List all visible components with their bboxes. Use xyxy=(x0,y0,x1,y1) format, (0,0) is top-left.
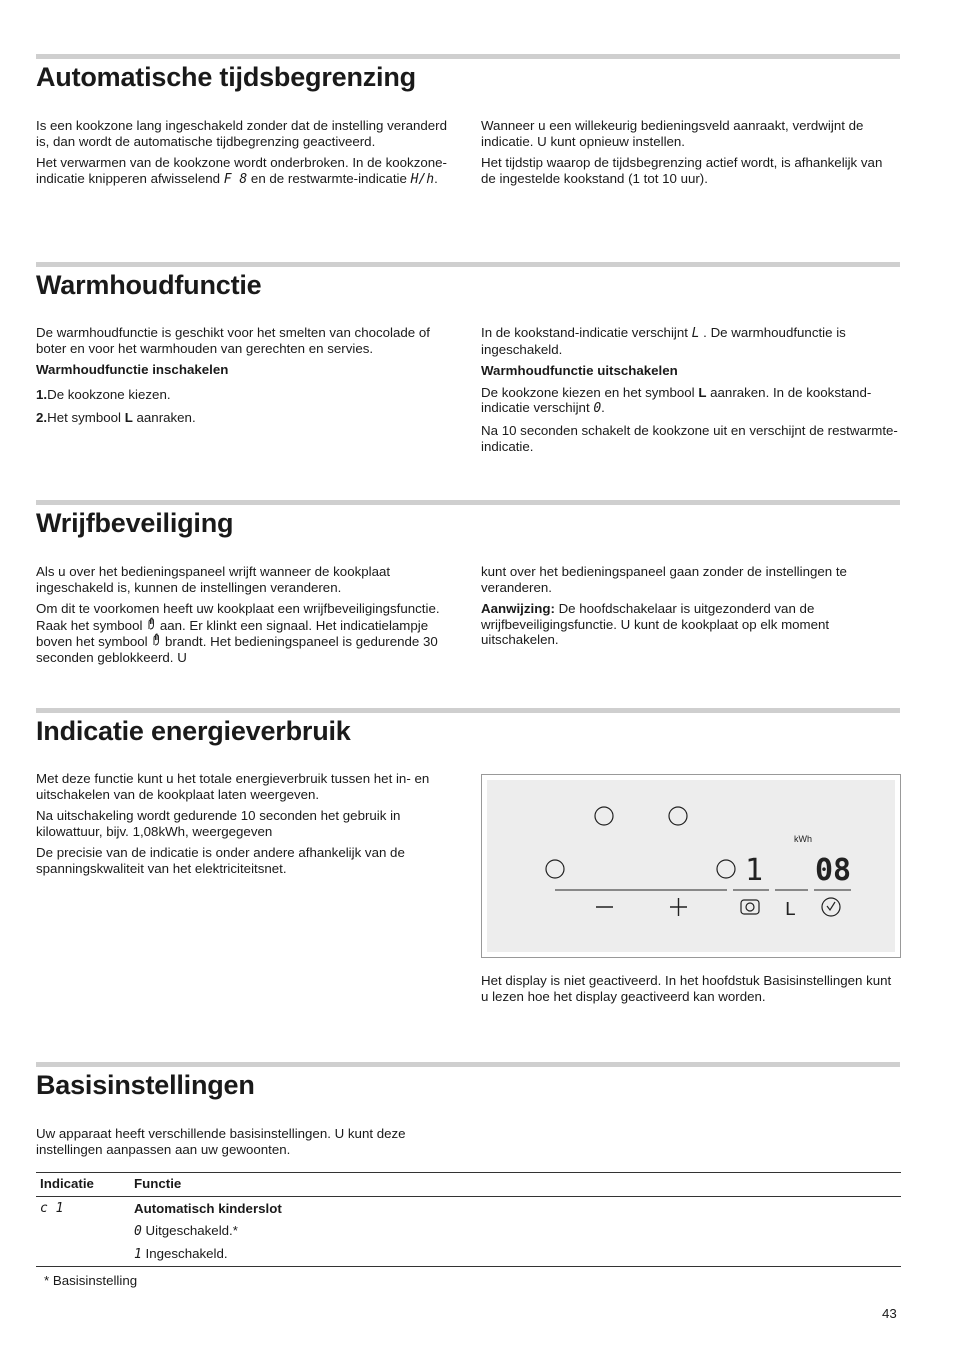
s3-right-column xyxy=(481,564,899,654)
paragraph: Wanneer u een willekeurig bedieningsveld aanraakt, verdwijnt de indicatie. U kunt opnieuw instellen. xyxy=(481,118,864,149)
control-panel-drawing xyxy=(487,780,895,952)
table-row xyxy=(36,1219,901,1242)
paragraph: Is een kookzone lang ingeschakeld zonder dat de instelling veranderd is, dan wordt de automatische tijdbegrenzing geactiveerd. xyxy=(36,118,448,149)
symbol-l: L xyxy=(698,384,707,400)
paragraph: De precisie van de indicatie is onder andere afhankelijk van de spanningskwaliteit van het elektriciteitsnet. xyxy=(36,845,405,876)
section-rule xyxy=(36,262,900,267)
timer-icon xyxy=(822,898,840,916)
section-rule xyxy=(36,54,900,59)
section-title-warmhoudfunctie: Warmhoudfunctie xyxy=(36,270,262,300)
kwh-unit: kWh xyxy=(794,834,812,844)
subheading: Warmhoudfunctie uitschakelen xyxy=(481,363,678,379)
indicator-light xyxy=(669,807,687,825)
table-row xyxy=(36,1242,901,1267)
column-header-indicatie: Indicatie xyxy=(36,1173,130,1197)
s2-right-column xyxy=(481,325,899,460)
paragraph: Het display is niet geactiveerd. In het hoofdstuk Basisinstellingen kunt u lezen hoe het display geactiveerd kan worden. xyxy=(481,973,892,1004)
paragraph: De kookzone kiezen en het symbool L aanraken. In de kookstand-indicatie verschijnt 0. xyxy=(481,384,872,417)
hand-wipe-icon xyxy=(151,634,161,649)
table-header-row xyxy=(36,1173,901,1197)
indicatie-code: c 1 xyxy=(40,1201,64,1216)
steps-list xyxy=(36,387,454,426)
page-number: 43 xyxy=(882,1306,897,1321)
paragraph: Na 10 seconden schakelt de kookzone uit en verschijnt de restwarmte-indicatie. xyxy=(481,422,898,454)
wipe-protection-icon xyxy=(741,900,759,914)
indicator-light xyxy=(717,860,735,878)
section-title-indicatie-energieverbruik: Indicatie energieverbruik xyxy=(36,716,351,746)
power-icon xyxy=(546,860,564,878)
section-rule xyxy=(36,500,900,505)
indicator-light xyxy=(595,807,613,825)
paragraph: Om dit te voorkomen heeft uw kookplaat een wrijfbeveiligingsfunctie. Raak het symbool aan. Er klinkt een signaal. Het indicatielampje boven het symbool brandt. Het bedieningspaneel is gedurende 30 seconden geblokkeerd. U xyxy=(36,601,440,665)
display-symbol: L xyxy=(691,326,700,341)
display-digit-right: 08 xyxy=(815,853,852,888)
paragraph: Aanwijzing: De hoofdschakelaar is uitgezonderd van de wrijfbeveiligingsfunctie. U kunt de kookplaat op elk moment uitschakelen. xyxy=(481,601,830,648)
option-on: 1 Ingeschakeld. xyxy=(130,1242,901,1267)
settings-table xyxy=(36,1172,901,1267)
display-symbol: 0 xyxy=(593,401,602,417)
s5-left-column xyxy=(36,1126,454,1163)
list-item: 2.Het symbool L aanraken. xyxy=(36,410,196,426)
section-title-wrijfbeveiliging: Wrijfbeveiliging xyxy=(36,508,234,538)
footnote: * Basisinstelling xyxy=(44,1273,138,1288)
paragraph: Na uitschakeling wordt gedurende 10 seconden het gebruik in kilowattuur, bijv. 1,08kWh, weergegeven xyxy=(36,808,401,839)
section-rule xyxy=(36,708,900,713)
display-digit-left: 1 xyxy=(745,853,764,888)
s4-left-column xyxy=(36,771,454,883)
plus-icon xyxy=(670,898,687,916)
keep-warm-icon: L xyxy=(785,899,796,920)
display-symbol: H/h xyxy=(410,171,435,187)
paragraph: De warmhoudfunctie is geschikt voor het smelten van chocolade of boter en voor het warmhouden van gerechten en servies. xyxy=(36,325,430,356)
s4-right-column xyxy=(481,973,899,1010)
section-title-basisinstellingen: Basisinstellingen xyxy=(36,1070,255,1100)
paragraph: Met deze functie kunt u het totale energieverbruik tussen het in- en uitschakelen van de kookplaat laten weergeven. xyxy=(36,771,430,802)
control-panel-surface xyxy=(487,780,895,952)
s1-left-column xyxy=(36,118,454,193)
paragraph: Als u over het bedieningspaneel wrijft wanneer de kookplaat ingeschakeld is, kunnen de instellingen veranderen. xyxy=(36,564,391,595)
paragraph: kunt over het bedieningspaneel gaan zonder de instellingen te veranderen. xyxy=(481,564,847,595)
list-item: 1.De kookzone kiezen. xyxy=(36,386,171,402)
display-symbol: F 8 xyxy=(223,171,248,187)
table-row xyxy=(36,1197,901,1220)
symbol-l: L xyxy=(124,410,133,426)
function-name: Automatisch kinderslot xyxy=(134,1201,282,1216)
s1-right-column xyxy=(481,118,899,192)
note-label: Aanwijzing: xyxy=(481,601,555,617)
subheading: Warmhoudfunctie inschakelen xyxy=(36,362,229,378)
hand-wipe-icon xyxy=(146,618,156,633)
paragraph: Uw apparaat heeft verschillende basisinstellingen. U kunt deze instellingen aanpassen aan uw gewoonten. xyxy=(36,1126,406,1157)
paragraph: Het verwarmen van de kookzone wordt onderbroken. In de kookzone-indicatie knipperen afwisselend F 8 en de restwarmte-indicatie H/h. xyxy=(36,155,447,187)
control-panel-illustration xyxy=(481,774,901,958)
column-header-functie: Functie xyxy=(130,1173,901,1197)
section-rule xyxy=(36,1062,900,1067)
paragraph: Het tijdstip waarop de tijdsbegrenzing actief wordt, is afhankelijk van de ingestelde kookstand (1 tot 10 uur). xyxy=(481,155,883,186)
option-off: 0 Uitgeschakeld.* xyxy=(134,1223,238,1239)
paragraph: In de kookstand-indicatie verschijnt L . De warmhoudfunctie is ingeschakeld. xyxy=(481,325,846,357)
s3-left-column xyxy=(36,564,454,672)
s2-left-column xyxy=(36,325,454,434)
section-title-automatische-tijdsbegrenzing: Automatische tijdsbegrenzing xyxy=(36,62,416,92)
